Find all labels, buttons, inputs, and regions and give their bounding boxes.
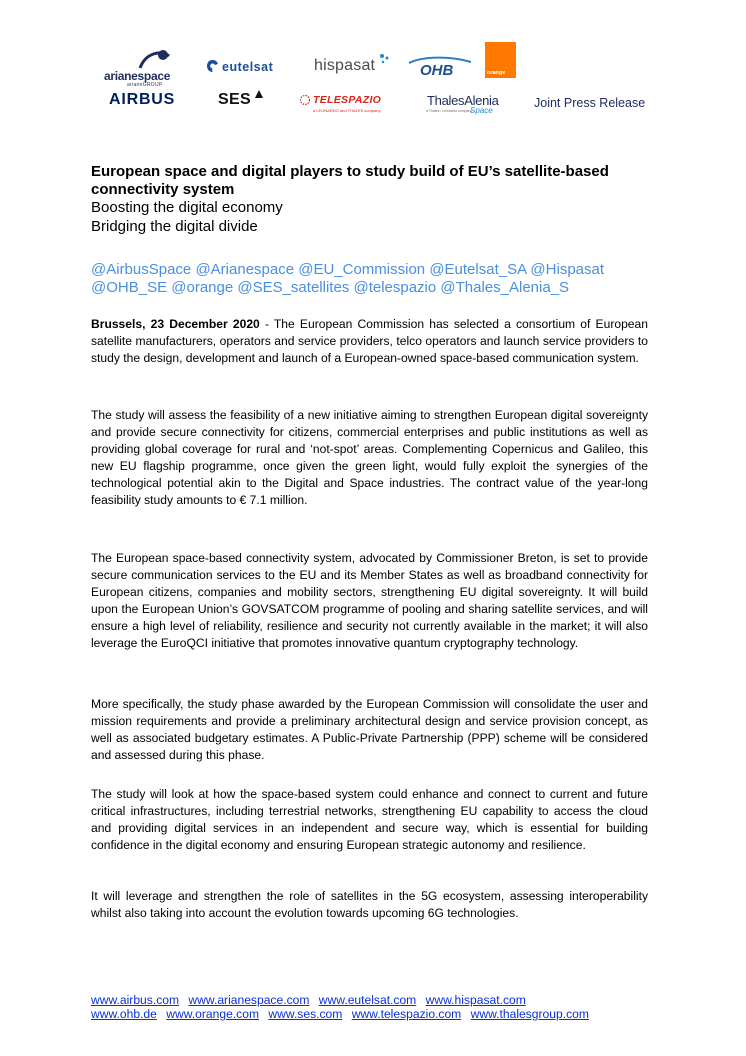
hispasat-logo: hispasat	[314, 57, 376, 74]
telespazio-tagline: a LEONARDO and THALES company	[313, 108, 381, 113]
subtitle-2: Bridging the digital divide	[91, 218, 258, 235]
link-hispasat[interactable]: www.hispasat.com	[425, 993, 526, 1007]
orange-logo-text: orange	[487, 70, 506, 76]
paragraph-intro-text: - The European Commission has selected a consortium of European satellite manufacturers, operators and service providers, telco operators and launch service providers to study the design, development and launch of a European-owned space-based communication system.	[91, 317, 648, 365]
eutelsat-logo-mark	[206, 59, 219, 74]
thales-alenia-space-logo-space: Space	[470, 106, 493, 115]
telespazio-logo: TELESPAZIO	[313, 94, 382, 106]
link-airbus[interactable]: www.airbus.com	[91, 993, 180, 1007]
thales-alenia-space-tagline: a Thales / Leonardo company	[426, 109, 473, 113]
arianespace-logo: arianespace	[104, 69, 171, 83]
dateline: Brussels, 23 December 2020	[91, 317, 260, 331]
link-arianespace[interactable]: www.arianespace.com	[188, 993, 310, 1007]
ohb-logo	[407, 55, 474, 77]
thales-alenia-space-logo: ThalesAlenia	[427, 93, 499, 108]
partner-logos	[104, 42, 649, 122]
paragraph-study-phase: More specifically, the study phase awarded by the European Commission will consolidate the user and mission requirements and provide a preliminary architectural design and service provision concept, as well as associated budgetary estimates. A Public-Private Partnership (PPP) scheme will be considered and assessed during this phase.	[91, 697, 648, 762]
hispasat-logo-dots	[379, 53, 391, 65]
release-type-label: Joint Press Release	[534, 96, 646, 110]
arianegroup-tagline: arianeGROUP	[127, 82, 163, 88]
paragraph-connectivity-system: The European space-based connectivity system, advocated by Commissioner Breton, is set to provide secure communication services to the EU and its Member States as well as broadband connectivity for European citizens, companies and mobility sectors, strengthening EU digital sovereignty. It will build upon the European Union’s GOVSATCOM programme of pooling and sharing satellite services, and will ensure a high level of reliability, resilience and security not currently available in the market; it will also leverage the EuroQCI initiative that promotes innovative quantum cryptography technology.	[91, 551, 648, 650]
paragraph-feasibility: The study will assess the feasibility of a new initiative aiming to strengthen European digital sovereignty and provide secure connectivity for citizens, commercial enterprises and public institutions as well as providing global coverage for rural and ‘not-spot’ areas. Complementing Copernicus and Galileo, this new EU flagship programme, once given the green light, would fully exploit the synergies of the technological potential akin to the Digital and Space industries. The contract value of the year-long feasibility study amounts to € 7.1 million.	[91, 408, 648, 507]
eutelsat-logo-text: eutelsat	[222, 59, 274, 74]
press-release-title: European space and digital players to study build of EU’s satellite-based connectivity system	[91, 163, 609, 198]
ses-logo: SES	[218, 91, 251, 108]
paragraph-intro	[91, 316, 648, 367]
footer-links-row-1	[91, 993, 532, 1008]
subtitle-1: Boosting the digital economy	[91, 199, 283, 216]
paragraph-5g: It will leverage and strengthen the role of satellites in the 5G ecosystem, assessing interoperability whilst also taking into account the evolution towards upcoming 6G technologies.	[91, 889, 648, 920]
link-ohb[interactable]: www.ohb.de	[91, 1007, 157, 1021]
link-ses[interactable]: www.ses.com	[268, 1007, 343, 1021]
ses-logo-triangle	[255, 90, 263, 98]
link-eutelsat[interactable]: www.eutelsat.com	[318, 993, 417, 1007]
footer-links-row-2	[91, 1007, 595, 1022]
ohb-logo-text: OHB	[420, 62, 454, 77]
link-orange[interactable]: www.orange.com	[166, 1007, 260, 1021]
link-telespazio[interactable]: www.telespazio.com	[351, 1007, 462, 1021]
social-handles: @AirbusSpace @Arianespace @EU_Commission @Eutelsat_SA @Hispasat @OHB_SE @orange @SES_satellites @telespazio @Thales_Alenia_S	[91, 261, 605, 296]
link-thalesgroup[interactable]: www.thalesgroup.com	[470, 1007, 589, 1021]
paragraph-infrastructure: The study will look at how the space-based system could enhance and connect to current and future critical infrastructures, including terrestrial networks, strengthening EU capability to access the cloud and providing digital services in an independent and secure way, which is essential for building confidence in the digital economy and ensuring European strategic autonomy and resilience.	[91, 787, 648, 852]
orange-logo	[485, 42, 516, 78]
airbus-logo: AIRBUS	[109, 91, 176, 108]
eutelsat-logo	[206, 59, 273, 74]
telespazio-logo-mark	[299, 94, 311, 106]
